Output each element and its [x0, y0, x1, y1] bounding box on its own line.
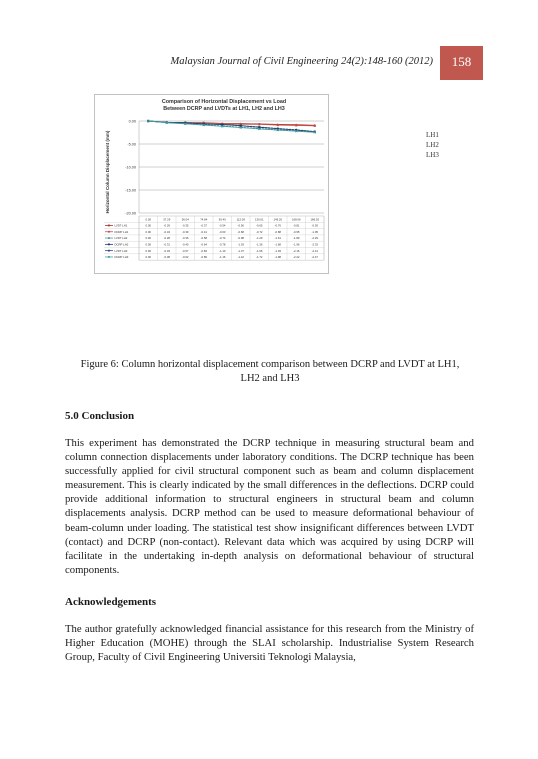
y-tick-label: -15.00: [125, 188, 136, 193]
x-category-label: 56.04: [181, 217, 189, 222]
section-heading-acknowledgements: Acknowledgements: [65, 596, 157, 608]
table-cell-value: -1.16: [219, 255, 226, 260]
table-cell-value: -1.66: [256, 248, 263, 253]
legend-label: LVDT LH2: [114, 236, 128, 241]
legend-label: DCRP LH3: [114, 255, 129, 260]
legend-label: LVDT LH1: [114, 223, 128, 228]
table-cell-value: -1.10: [219, 248, 226, 253]
table-cell-value: -0.62: [182, 255, 189, 260]
displacement-chart: [94, 94, 329, 274]
side-legend: [426, 130, 439, 160]
table-cell-value: -2.47: [311, 255, 318, 260]
x-category-label: 130.61: [254, 217, 264, 222]
x-category-label: 149.20: [273, 217, 283, 222]
conclusion-paragraph: This experiment has demonstrated the DCRP technique in measuring structural beam and column connection displacements under laboratory conditions. The DCRP technique has been successfully applied for civil structural component such as beam and column displacement measurement. This is clearly indicated by the small differences in the deflections. DCRP could provide additional information to structural engineers in structural beam and column displacements analysis. DCRP method can be used to measure deformational behaviour of beam-column under loading. The statistical test show insignificant differences between LVDT (contact) and DCRP (non-contact). Relevant data which was acquired by using DCRP will facilitate in the undertaking in-depth analysis on deformational behaviour of structural components.: [65, 437, 474, 576]
table-cell-value: 0.00: [145, 242, 151, 247]
table-cell-value: -2.41: [311, 248, 318, 253]
legend-marker: [108, 237, 110, 239]
chart-subtitle: Between DCRP and LVDTs at LH1, LH2 and LH3: [163, 106, 285, 112]
data-point: [277, 124, 279, 126]
table-cell-value: -1.72: [256, 255, 263, 260]
table-cell-value: -0.39: [182, 229, 189, 234]
table-cell-value: -1.98: [274, 255, 281, 260]
x-category-label: 93.40: [218, 217, 226, 222]
table-cell-value: -0.74: [219, 236, 226, 241]
table-cell-value: -1.03: [237, 242, 244, 247]
table-cell-value: -0.68: [237, 229, 244, 234]
table-cell-value: -0.37: [200, 223, 207, 228]
table-cell-value: -0.35: [182, 223, 189, 228]
x-category-label: 37.29: [163, 217, 171, 222]
figure: [94, 94, 329, 274]
table-cell-value: -0.40: [182, 242, 189, 247]
table-cell-value: 0.00: [145, 255, 151, 260]
table-cell-value: -1.89: [293, 236, 300, 241]
table-cell-value: -1.42: [237, 255, 244, 260]
table-cell-value: -0.57: [182, 248, 189, 253]
table-cell-value: -0.78: [219, 242, 226, 247]
table-cell-value: 0.00: [145, 223, 151, 228]
legend-label: DCRP LH1: [114, 229, 129, 234]
figure-caption: Figure 6: Column horizontal displacement comparison between DCRP and LVDT at LH1, LH2 and LH3: [80, 359, 460, 384]
table-cell-value: -0.28: [163, 236, 170, 241]
table-cell-value: -0.65: [256, 223, 263, 228]
table-cell-value: -0.33: [163, 248, 170, 253]
y-tick-label: -5.00: [127, 142, 136, 147]
table-cell-value: -2.29: [311, 236, 318, 241]
side-legend-item: LH2: [426, 141, 439, 149]
side-legend-item: LH3: [426, 151, 439, 159]
legend-label: LVDT LH3: [114, 248, 128, 253]
table-cell-value: 0.00: [145, 248, 151, 253]
y-tick-label: -10.00: [125, 165, 136, 170]
legend-label: DCRP LH2: [114, 242, 129, 247]
table-cell-value: 0.00: [145, 229, 151, 234]
table-cell-value: -0.76: [274, 223, 281, 228]
table-cell-value: -1.29: [256, 236, 263, 241]
table-cell-value: -2.16: [293, 248, 300, 253]
y-axis-label: Horizontal Column Displacement (mm): [105, 130, 110, 214]
table-cell-value: -0.89: [200, 255, 207, 260]
x-category-label: 168.06: [291, 217, 301, 222]
journal-citation: Malaysian Journal of Civil Engineering 24(2):148-160 (2012): [170, 56, 433, 67]
table-cell-value: -0.54: [219, 223, 226, 228]
data-point: [314, 125, 316, 127]
side-legend-item: LH1: [426, 131, 439, 139]
table-cell-value: -0.83: [200, 248, 207, 253]
data-point: [295, 124, 297, 126]
y-tick-label: 0.00: [128, 119, 136, 124]
table-cell-value: -0.64: [200, 242, 207, 247]
legend-marker: [108, 225, 110, 227]
table-cell-value: -2.22: [293, 255, 300, 260]
x-category-label: 74.84: [200, 217, 208, 222]
table-cell-value: -0.95: [293, 229, 300, 234]
table-cell-value: -0.38: [163, 255, 170, 260]
legend-marker: [108, 243, 110, 245]
table-cell-value: -0.36: [182, 236, 189, 241]
data-point: [258, 123, 260, 125]
legend-marker: [108, 231, 110, 233]
table-cell-value: -0.93: [311, 223, 318, 228]
legend-marker: [108, 256, 110, 258]
table-cell-value: -0.29: [163, 223, 170, 228]
table-cell-value: -0.34: [163, 229, 170, 234]
table-cell-value: -0.72: [256, 229, 263, 234]
table-cell-value: -0.98: [237, 236, 244, 241]
table-cell-value: -0.63: [219, 229, 226, 234]
page-number-badge: 158: [440, 46, 483, 80]
table-cell-value: -1.37: [237, 248, 244, 253]
table-cell-value: -0.31: [163, 242, 170, 247]
table-cell-value: -2.33: [311, 242, 318, 247]
table-cell-value: -0.58: [200, 236, 207, 241]
table-cell-value: -0.56: [237, 223, 244, 228]
table-cell-value: -1.68: [274, 242, 281, 247]
x-category-label: 0.00: [145, 217, 151, 222]
x-category-label: 112.09: [236, 217, 245, 222]
table-cell-value: -1.96: [293, 242, 300, 247]
page-header: [0, 46, 538, 80]
table-cell-value: -1.61: [274, 236, 281, 241]
section-heading-conclusion: 5.0 Conclusion: [65, 410, 135, 422]
legend-marker: [108, 250, 110, 252]
chart-title: Comparison of Horizontal Displacement vs Load: [161, 99, 287, 105]
table-cell-value: -0.41: [200, 229, 207, 234]
x-category-label: 186.92: [310, 217, 320, 222]
acknowledgements-paragraph: The author gratefully acknowledged financial assistance for this research from the Ministry of Higher Education (MOHE) through the SLAI scholarship. Industrialise System Research Group, Faculty of Civil Engineering Universiti Teknologi Malaysia,: [65, 623, 474, 664]
table-cell-value: -1.36: [256, 242, 263, 247]
table-cell-value: 0.00: [145, 236, 151, 241]
table-cell-value: -1.93: [274, 248, 281, 253]
table-cell-value: -0.88: [274, 229, 281, 234]
table-cell-value: -0.81: [293, 223, 300, 228]
y-tick-label: -20.00: [125, 211, 136, 216]
table-cell-value: -1.05: [311, 229, 318, 234]
